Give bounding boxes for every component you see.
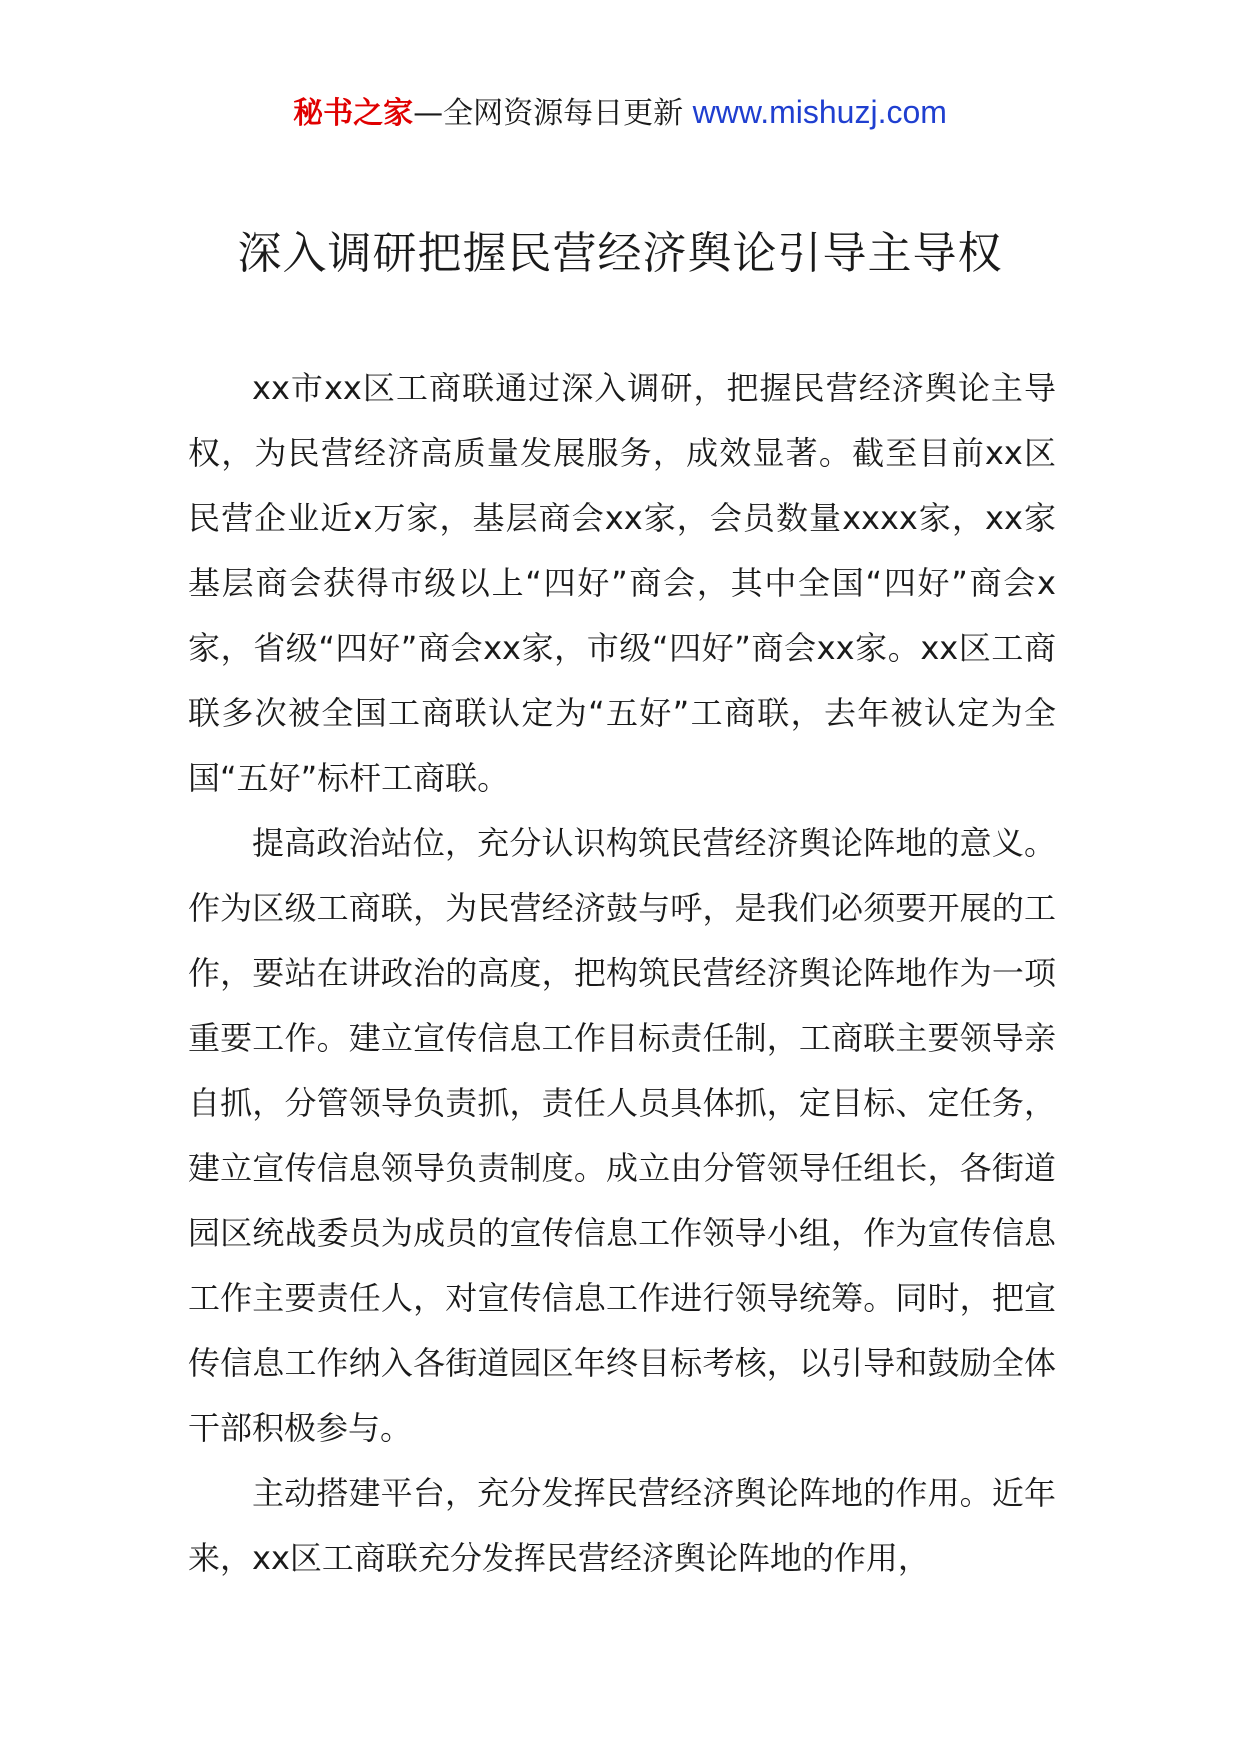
site-brand: 秘书之家 (293, 96, 414, 131)
paragraph-3: 主动搭建平台，充分发挥民营经济舆论阵地的作用。近年来，xx区工商联充分发挥民营经济舆论阵地的作用， (188, 1474, 1056, 1577)
site-tagline: —全网资源每日更新 (413, 96, 684, 131)
site-header (0, 88, 1240, 138)
paragraph-1: xx市xx区工商联通过深入调研，把握民营经济舆论主导权，为民营经济高质量发展服务，成效显著。截至目前xx区民营企业近x万家，基层商会xx家，会员数量xxxx家，xx家基层商会获得市级以上“四好”商会，其中全国“四好”商会x家，省级“四好”商会xx家，市级“四好”商会xx家。xx区工商联多次被全国工商联认定为“五好”工商联，去年被认定为全国“五好”标杆工商联。 (188, 369, 1056, 797)
site-url-link[interactable]: www.mishuzj.com (692, 94, 947, 130)
document-body (188, 356, 1056, 1591)
paragraph-2: 提高政治站位，充分认识构筑民营经济舆论阵地的意义。作为区级工商联，为民营经济鼓与呼，是我们必须要开展的工作，要站在讲政治的高度，把构筑民营经济舆论阵地作为一项重要工作。建立宣传信息工作目标责任制，工商联主要领导亲自抓，分管领导负责抓，责任人员具体抓，定目标、定任务，建立宣传信息领导负责制度。成立由分管领导任组长，各街道园区统战委员为成员的宣传信息工作领导小组，作为宣传信息工作主要责任人，对宣传信息工作进行领导统筹。同时，把宣传信息工作纳入各街道园区年终目标考核，以引导和鼓励全体干部积极参与。 (188, 824, 1056, 1447)
document-title: 深入调研把握民营经济舆论引导主导权 (237, 228, 1003, 279)
